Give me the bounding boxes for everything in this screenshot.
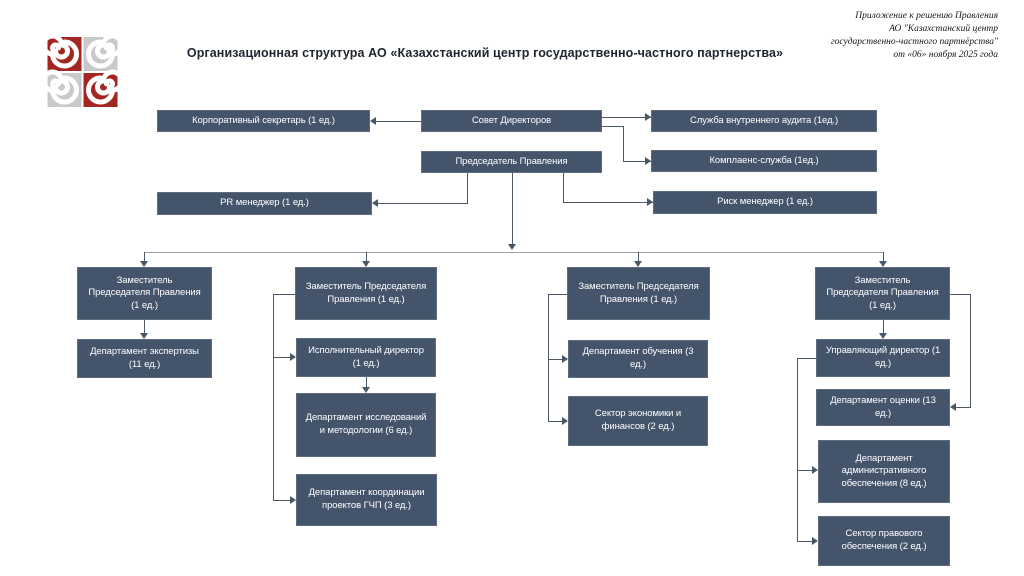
arrowhead-down xyxy=(362,261,370,267)
annotation-line: АО "Казахстанский центр xyxy=(889,24,998,34)
node-internal-audit: Служба внутреннего аудита (1ед.) xyxy=(651,110,877,132)
connector-line xyxy=(512,173,513,244)
arrowhead-left xyxy=(370,117,376,125)
arrowhead-right xyxy=(645,113,651,121)
annotation-line: Приложение к решению Правления xyxy=(855,11,998,21)
node-compliance: Комплаенс-служба (1ед.) xyxy=(651,150,877,172)
arrowhead-down xyxy=(879,261,887,267)
arrowhead-right xyxy=(290,353,296,361)
connector-line xyxy=(797,358,798,542)
connector-line xyxy=(970,294,971,408)
connector-line xyxy=(950,294,970,295)
node-deputy-3: Заместитель Председателя Правления (1 ед.) xyxy=(567,267,710,320)
node-exec-director: Исполнительный директор (1 ед.) xyxy=(296,338,436,377)
connector-line xyxy=(373,203,468,204)
arrowhead-right xyxy=(647,198,653,206)
arrowhead-down xyxy=(140,261,148,267)
node-deputy-2: Заместитель Председателя Правления (1 ед.) xyxy=(295,267,437,320)
page-title: Организационная структура АО «Казахстанский центр государственно-частного партнерства» xyxy=(186,46,784,60)
approval-annotation xyxy=(728,10,998,62)
node-risk-manager: Риск менеджер (1 ед.) xyxy=(653,191,877,214)
distribution-line xyxy=(144,252,883,253)
arrowhead-right xyxy=(645,157,651,165)
annotation-line: государственно-частного партнёрства" xyxy=(830,37,998,47)
node-chairman: Председатель Правления xyxy=(421,151,602,173)
annotation-line: от «06» ноября 2025 года xyxy=(893,50,998,60)
node-dept-expertise: Департамент экспертизы (11 ед.) xyxy=(77,339,212,378)
connector-line xyxy=(883,252,884,261)
connector-line xyxy=(797,470,812,471)
connector-line xyxy=(883,320,884,333)
arrowhead-down xyxy=(140,333,148,339)
arrowhead-down xyxy=(362,387,370,393)
node-sector-economy: Сектор экономики и финансов (2 ед.) xyxy=(568,396,708,446)
connector-line xyxy=(797,358,816,359)
node-dept-training: Департамент обучения (3 ед.) xyxy=(568,340,708,378)
arrowhead-right xyxy=(290,496,296,504)
node-deputy-1: Заместитель Председателя Правления (1 ед.) xyxy=(77,267,212,320)
arrowhead-down xyxy=(879,333,887,339)
connector-line xyxy=(602,126,623,127)
connector-line xyxy=(797,541,812,542)
connector-line xyxy=(467,173,468,204)
arrowhead-right xyxy=(562,417,568,425)
node-deputy-4: Заместитель Председателя Правления (1 ед.) xyxy=(815,267,950,320)
node-board-of-directors: Совет Директоров xyxy=(421,110,602,132)
node-dept-research: Департамент исследований и методологии (6 ед.) xyxy=(296,393,436,457)
connector-line xyxy=(563,202,653,203)
connector-line xyxy=(548,294,549,422)
connector-line xyxy=(144,320,145,333)
connector-line xyxy=(273,294,295,295)
node-dept-coordination: Департамент координации проектов ГЧП (3 ед.) xyxy=(296,474,437,526)
arrowhead-down xyxy=(634,261,642,267)
node-pr-manager: PR менеджер (1 ед.) xyxy=(157,192,372,215)
node-corporate-secretary: Корпоративный секретарь (1 ед.) xyxy=(157,110,370,132)
arrowhead-left xyxy=(950,403,956,411)
node-managing-director: Управляющий директор (1 ед.) xyxy=(816,339,950,377)
arrowhead-right xyxy=(812,466,818,474)
arrowhead-left xyxy=(372,199,378,207)
connector-line xyxy=(273,294,274,501)
arrowhead-right xyxy=(812,537,818,545)
connector-line xyxy=(563,173,564,203)
company-logo-icon xyxy=(45,36,120,108)
connector-line xyxy=(623,126,624,162)
node-dept-valuation: Департамент оценки (13 ед.) xyxy=(816,389,950,426)
connector-line xyxy=(366,377,367,387)
arrowhead-down xyxy=(508,244,516,250)
arrowhead-right xyxy=(562,355,568,363)
connector-line xyxy=(602,117,651,118)
connector-line xyxy=(366,252,367,261)
connector-line xyxy=(638,252,639,261)
connector-line xyxy=(371,121,421,122)
node-sector-legal: Сектор правового обеспечения (2 ед.) xyxy=(818,516,950,566)
connector-line xyxy=(956,407,971,408)
connector-line xyxy=(144,252,145,261)
node-dept-admin: Департамент административного обеспечения (8 ед.) xyxy=(818,440,950,503)
connector-line xyxy=(548,294,567,295)
